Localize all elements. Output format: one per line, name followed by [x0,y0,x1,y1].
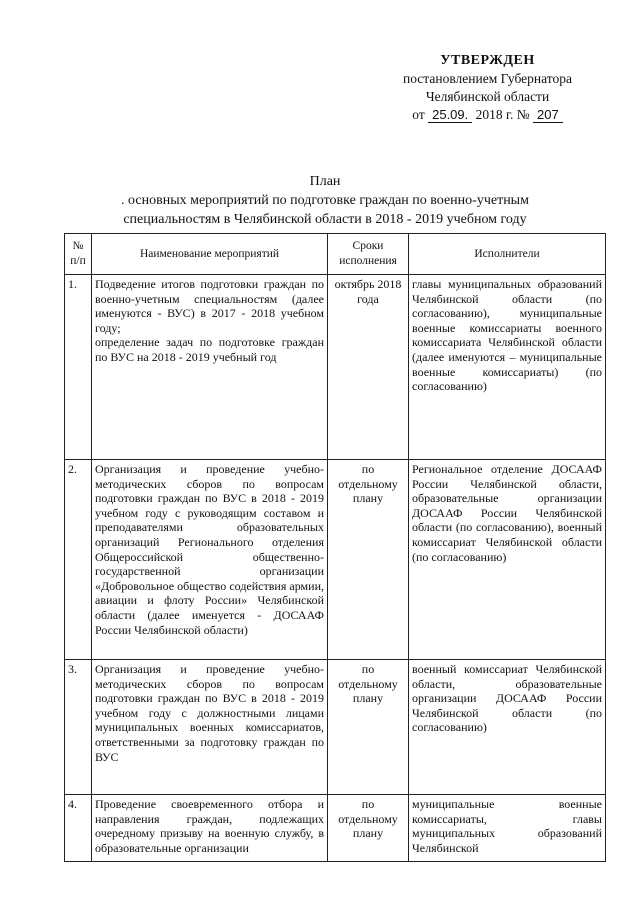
row-num: 1. [65,275,92,460]
approval-dateline [370,106,605,124]
row-term: по отдельному плану [328,660,409,795]
approval-number: 207 [533,107,563,123]
row-name [92,460,328,660]
plan-heading [90,172,560,229]
table-row [65,275,606,460]
approval-line-2: Челябинской области [425,89,550,104]
row-term: октябрь 2018 года [328,275,409,460]
row-name-text: Проведение своевременного отбора и направления граждан, подлежащих очередному призыву на военную службу, в образовательные организации [95,797,324,855]
approval-stamp [370,52,605,124]
row-exec: муниципальные военные комиссариаты, главы муниципальных образований Челябинской [409,795,606,862]
row-name-text: Подведение итогов подготовки граждан по военно-учетным специальностям (далее именуются - ВУС) в 2017 - 2018 учебном году; [95,277,324,335]
row-exec: Региональное отделение ДОСААФ России Челябинской области, образовательные организации ДОСААФ России Челябинской области (по согласованию), военный комиссариат Челябинской области (по согласованию) [409,460,606,660]
plan-subtitle-2: специальностям в Челябинской области в 2018 - 2019 учебном году [123,212,527,227]
row-num: 2. [65,460,92,660]
table-header-row [65,234,606,275]
row-name-text-2: определение задач по подготовке граждан по ВУС на 2018 - 2019 учебный год [95,335,324,364]
table-row [65,795,606,862]
header-num: № п/п [65,234,92,275]
plan-table [64,233,606,862]
row-num: 3. [65,660,92,795]
table-row [65,460,606,660]
approval-date: 25.09. [428,107,472,123]
plan-title: План [309,174,341,189]
header-exec: Исполнители [409,234,606,275]
row-term: по отдельному плану [328,460,409,660]
row-name-text: Организация и проведение учебно-методических сборов по вопросам подготовки граждан по ВУС в 2018 - 2019 учебном году с должностными лицами муниципальных военных комиссариатов, ответственными за подготовку граждан по ВУС [95,662,324,764]
approval-title: УТВЕРЖДЕН [440,53,535,68]
row-name-text: Организация и проведение учебно-методических сборов по вопросам подготовки граждан по ВУС в 2018 - 2019 учебном году с руководящим составом и преподавателями образовательных организаций Регионального отделения Общероссийской общественно-государственной организации «Добровольное общество содействия армии, авиации и флоту России» Челябинской области (далее именуется - ДОСААФ России Челябинской области) [95,462,324,637]
row-name [92,660,328,795]
approval-line-1: постановлением Губернатора [403,71,572,86]
row-name [92,275,328,460]
header-name: Наименование мероприятий [92,234,328,275]
row-exec: военный комиссариат Челябинской области, образовательные организации ДОСААФ России Челябинской области (по согласованию) [409,660,606,795]
approval-year: 2018 г. № [475,107,530,122]
approval-date-prefix: от [412,107,425,122]
table-row [65,660,606,795]
row-exec: главы муниципальных образований Челябинской области (по согласованию), муниципальные военные комиссариаты военного комиссариата Челябинской области (далее именуются – муниципальные военные комиссариаты) (по согласованию) [409,275,606,460]
row-num: 4. [65,795,92,862]
plan-subtitle-1: . основных мероприятий по подготовке граждан по военно-учетным [121,193,529,208]
row-name [92,795,328,862]
row-term: по отдельному плану [328,795,409,862]
header-term: Сроки исполнения [328,234,409,275]
